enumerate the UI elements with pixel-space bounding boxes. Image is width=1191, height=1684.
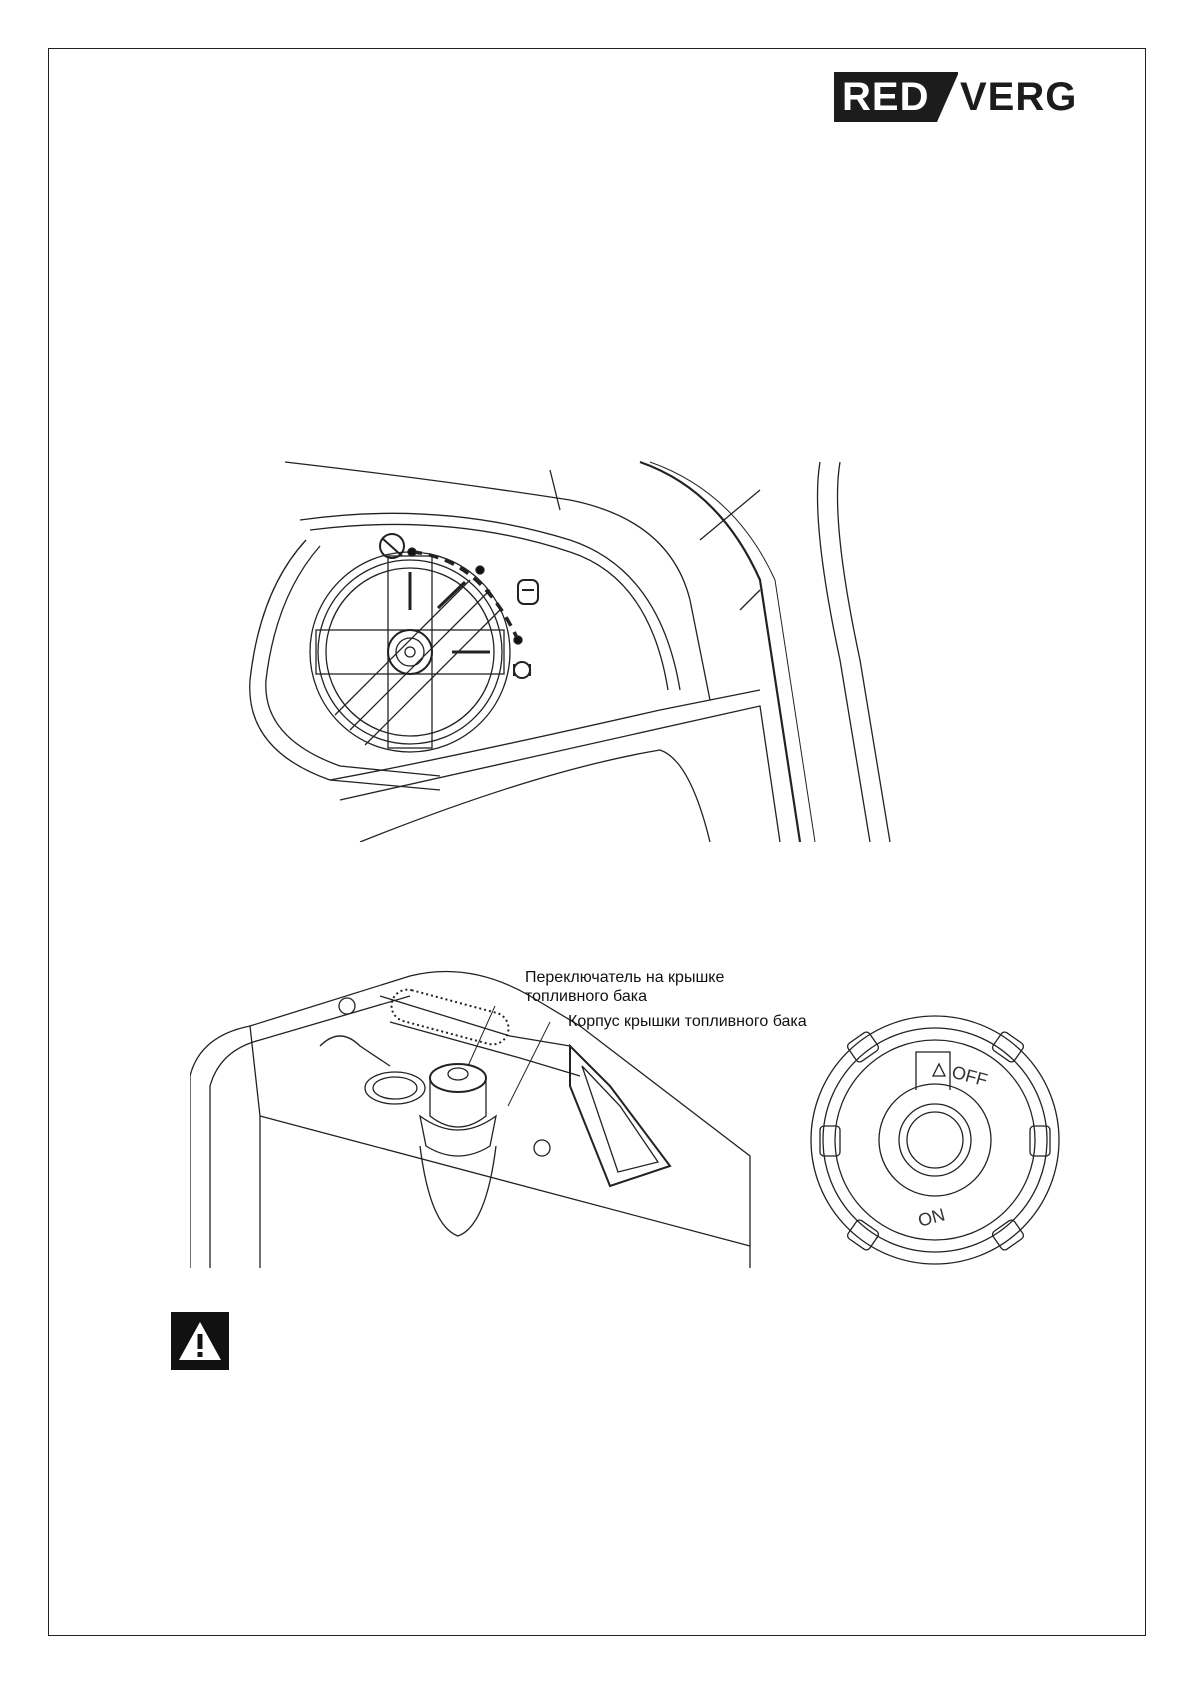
choke-knob-illustration xyxy=(240,460,980,842)
logo-red-block: RED xyxy=(834,72,958,122)
callout-switch-label-line1: Переключатель на крышке xyxy=(525,969,725,986)
cap-off-label: OFF xyxy=(949,1061,990,1091)
cap-on-label: ON xyxy=(915,1204,948,1231)
choke-open-icon xyxy=(514,662,530,678)
logo-verg-text: VERG xyxy=(960,75,1078,119)
page-frame xyxy=(48,48,1146,1636)
warning-triangle-icon xyxy=(171,1312,229,1370)
callout-body-label: Корпус крышки топливного бака xyxy=(568,1013,807,1030)
callout-switch-label-line2: топливного бака xyxy=(525,988,647,1005)
choke-half-icon xyxy=(518,580,538,604)
choke-closed-icon xyxy=(380,534,404,558)
brand-logo xyxy=(834,72,1080,122)
